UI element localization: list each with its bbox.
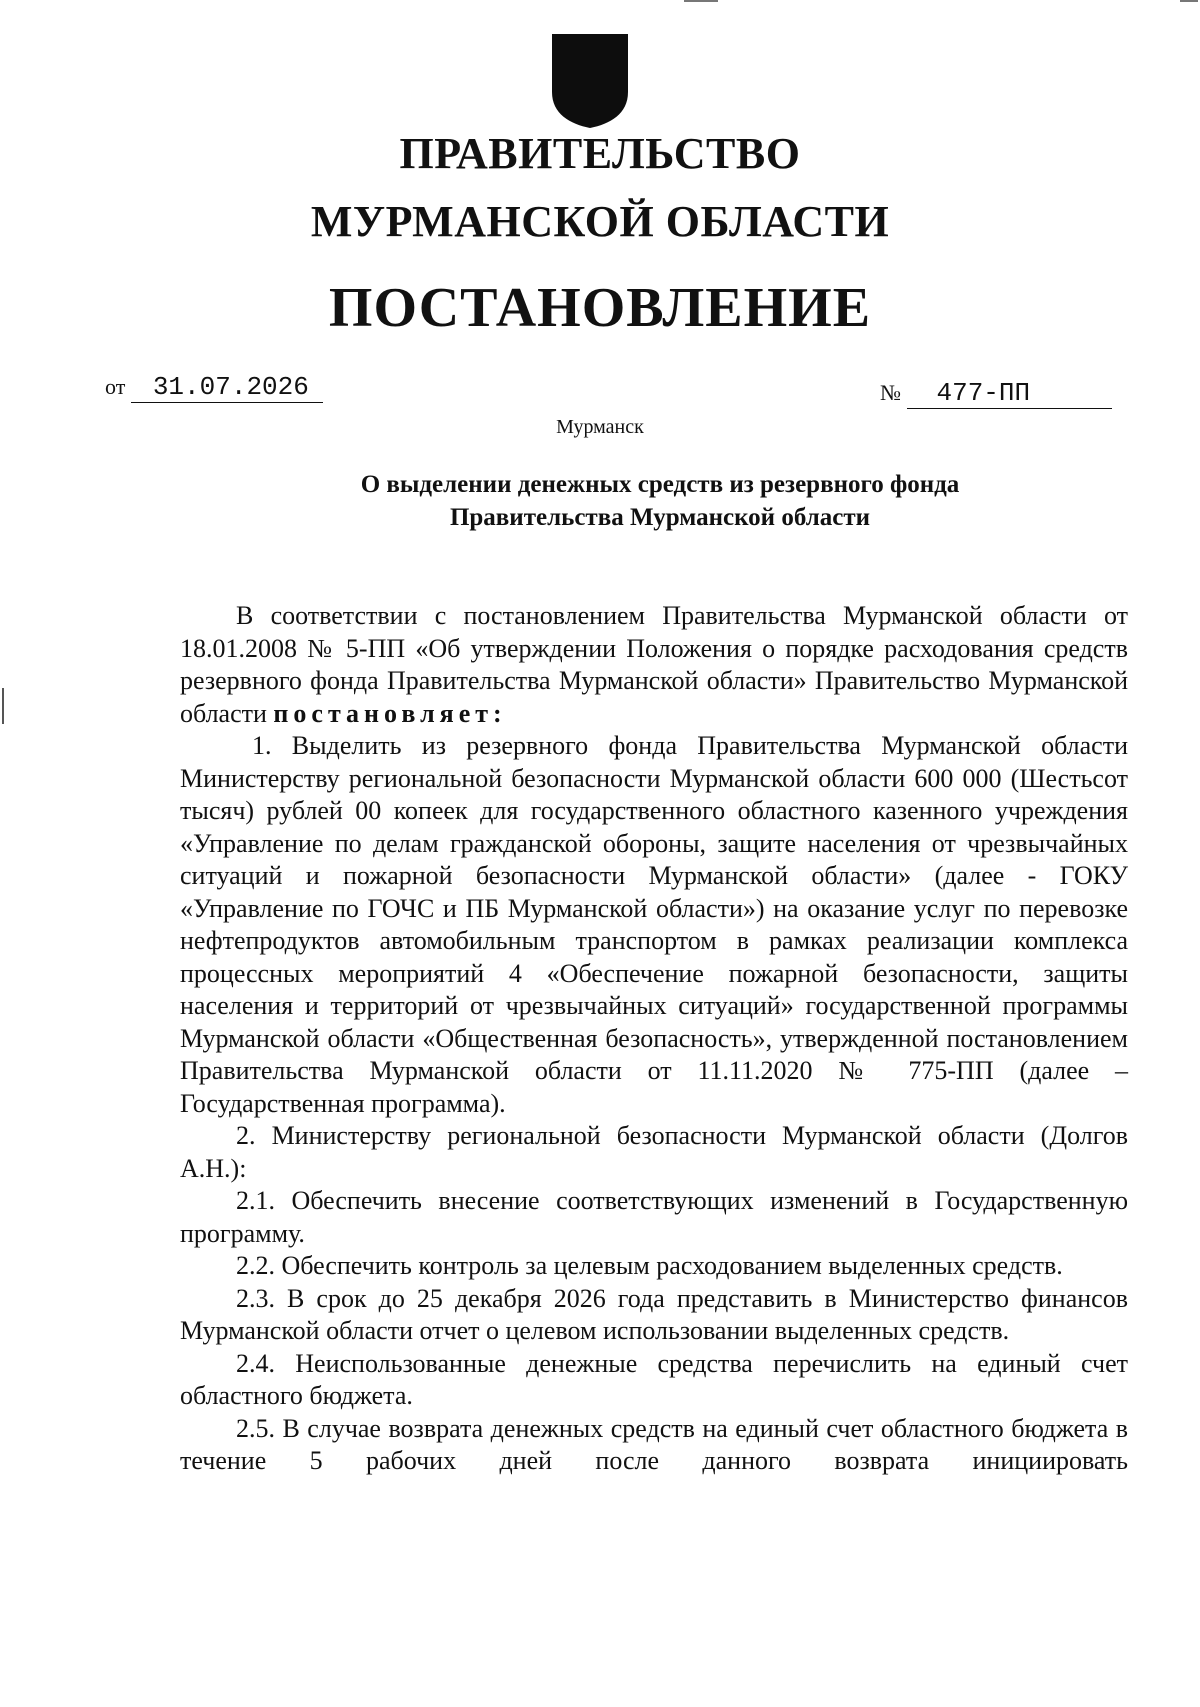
paragraph-2-5: 2.5. В случае возврата денежных средств на единый счет областного бюджета в течение 5 рабочих дней после данного возврата инициировать xyxy=(180,1413,1128,1475)
number-prefix: № xyxy=(880,380,901,405)
document-type-title: ПОСТАНОВЛЕНИЕ xyxy=(328,277,872,339)
org-name-line2: МУРМАНСКОЙ ОБЛАСТИ xyxy=(310,197,890,246)
date-prefix: от xyxy=(105,374,126,399)
subject-line2: Правительства Мурманской области xyxy=(449,504,871,531)
number-block xyxy=(880,378,1112,409)
resolves-word: постановляет: xyxy=(273,698,507,728)
paragraph-2: 2. Министерству региональной безопасности Мурманской области (Долгов А.Н.): xyxy=(180,1121,1128,1183)
preamble-paragraph xyxy=(180,600,1128,730)
paragraph-2-1: 2.1. Обеспечить внесение соответствующих изменений в Государственную программу. xyxy=(180,1186,1128,1248)
paragraph-2-3: 2.3. В срок до 25 декабря 2026 года представить в Министерство финансов Мурманской области отчет о целевом использовании выделенных средств. xyxy=(180,1283,1128,1345)
paragraph-2-4: 2.4. Неиспользованные денежные средства перечислить на единый счет областного бюджета. xyxy=(180,1348,1128,1410)
preamble-text: В соответствии с постановлением Правительства Мурманской области от 18.01.2008 № 5-ПП «Об утверждении Положения о порядке расходования средств резервного фонда Правительства Мурманской области» Правительство Мурманской области xyxy=(180,601,1128,728)
document-number: 477-ПП xyxy=(907,378,1112,409)
city-name: Мурманск xyxy=(556,416,644,438)
org-name-line1: ПРАВИТЕЛЬСТВО xyxy=(399,129,801,178)
scan-mark xyxy=(2,688,4,724)
document-date: 31.07.2026 xyxy=(131,372,323,403)
subject-line1: О выделении денежных средств из резервного фонда xyxy=(360,471,960,498)
paragraph-2-2: 2.2. Обеспечить контроль за целевым расходованием выделенных средств. xyxy=(236,1251,1063,1280)
document-subject xyxy=(280,468,1040,534)
document-body xyxy=(180,600,1128,1478)
scan-mark xyxy=(1180,0,1198,2)
coat-of-arms-emblem xyxy=(548,30,632,130)
paragraph-1: 1. Выделить из резервного фонда Правительства Мурманской области Министерству региональной безопасности Мурманской области 600 000 (Шестьсот тысяч) рублей 00 копеек для государственного областного казенного учреждения «Управление по делам гражданской обороны, защите населения от чрезвычайных ситуаций и пожарной безопасности Мурманской области» (далее - ГОКУ «Управление по ГОЧС и ПБ Мурманской области») на оказание услуг по перевозке нефтепродуктов автомобильным транспортом в рамках реализации комплекса процессных мероприятий 4 «Обеспечение пожарной безопасности, защиты населения и территорий от чрезвычайных ситуаций» государственной программы Мурманской области «Общественная безопасность», утвержденной постановлением Правительства Мурманской области от 11.11.2020 № 775-ПП (далее – Государственная программа). xyxy=(180,731,1128,1118)
scan-mark xyxy=(684,0,718,2)
date-block xyxy=(105,372,323,403)
